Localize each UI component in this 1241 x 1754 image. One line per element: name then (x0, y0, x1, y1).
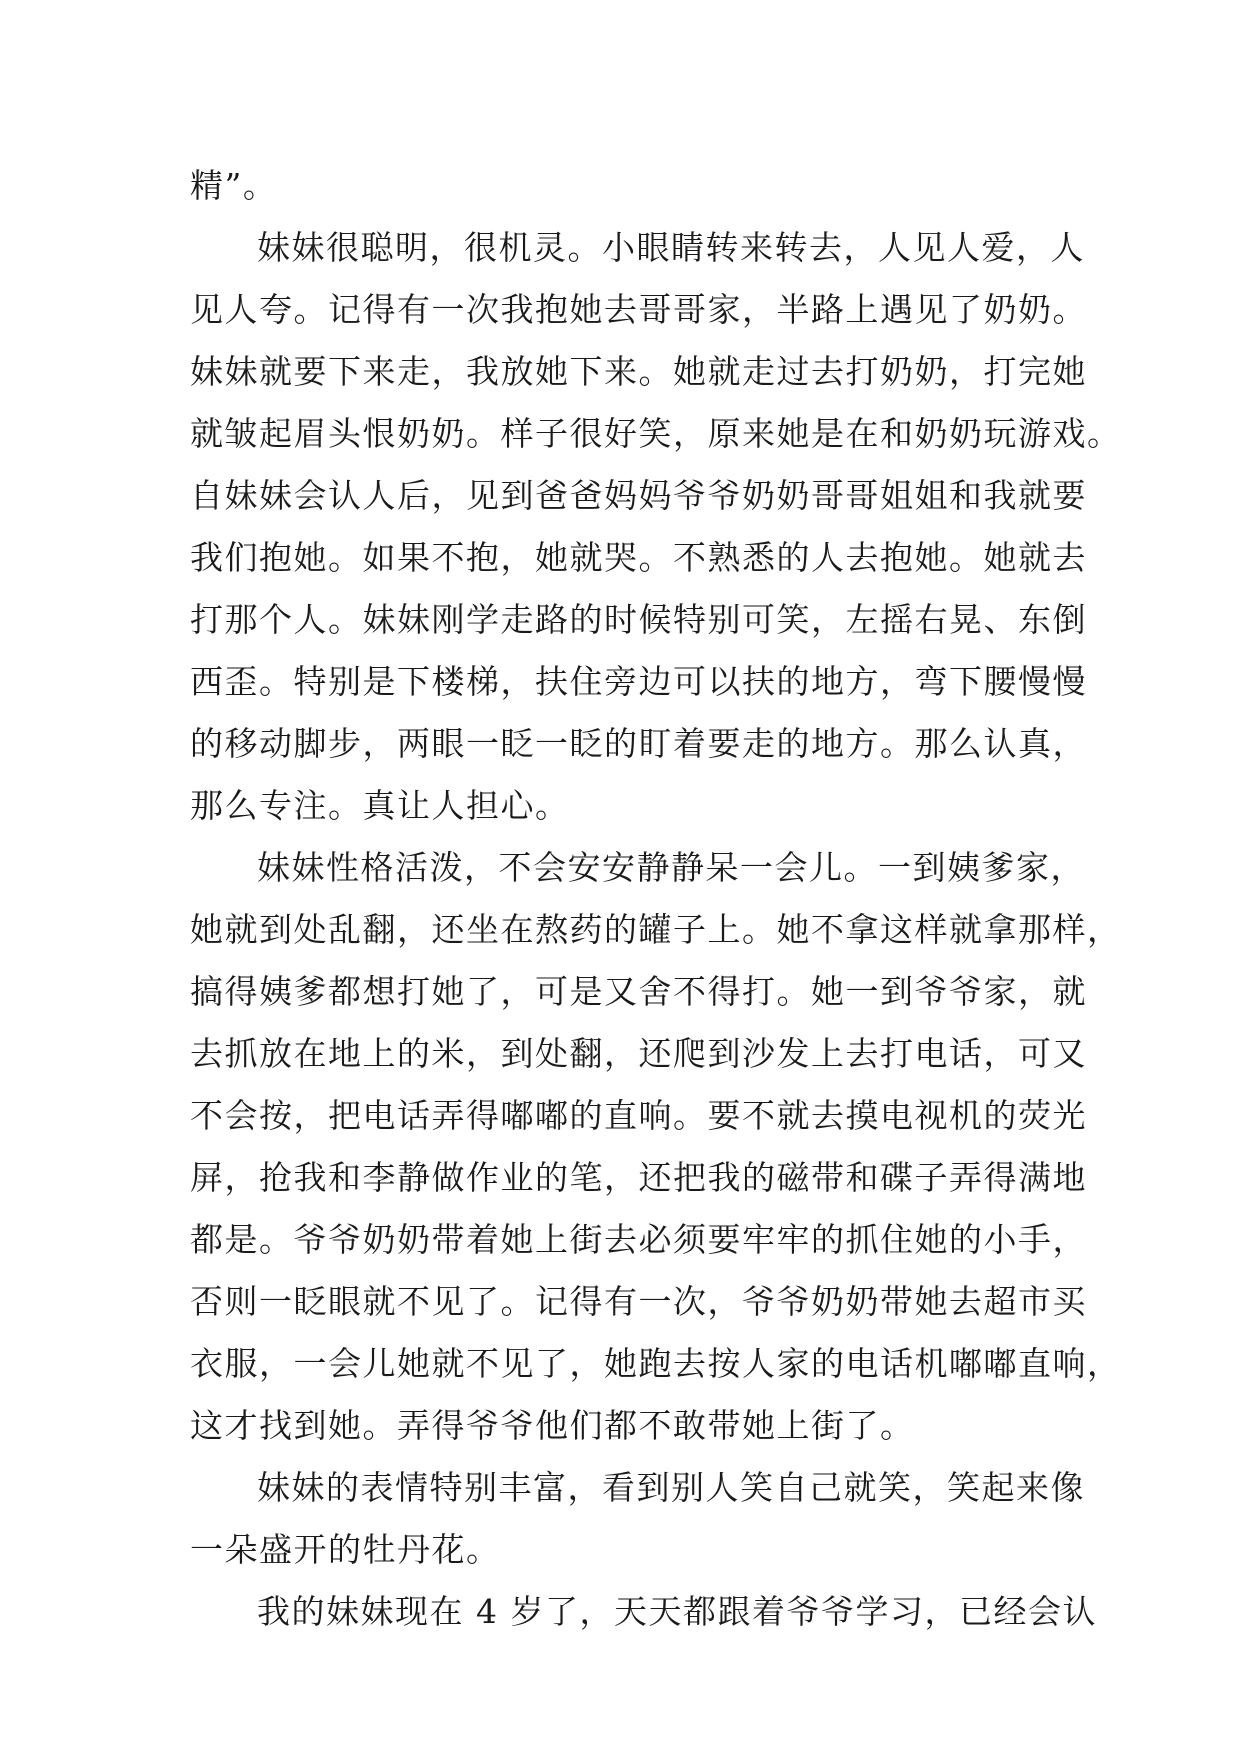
text-line: 不会按，把电话弄得嘟嘟的直响。要不就去摸电视机的荧光 (190, 1096, 1087, 1135)
text-line: 西歪。特别是下楼梯，扶住旁边可以扶的地方，弯下腰慢慢 (190, 662, 1087, 701)
text-line: 一朵盛开的牡丹花。 (190, 1530, 501, 1569)
text-line: 自妹妹会认人后，见到爸爸妈妈爷爷奶奶哥哥姐姐和我就要 (190, 476, 1087, 515)
text-line: 妹妹的表情特别丰富，看到别人笑自己就笑，笑起来像 (257, 1468, 1085, 1507)
text-line: 这才找到她。弄得爷爷他们都不敢带她上街了。 (190, 1406, 915, 1445)
text-line: 否则一眨眼就不见了。记得有一次，爷爷奶奶带她去超市买 (190, 1282, 1087, 1321)
text-line: 见人夸。记得有一次我抱她去哥哥家，半路上遇见了奶奶。 (190, 290, 1087, 329)
text-line: 她就到处乱翻，还坐在熬药的罐子上。她不拿这样就拿那样， (190, 910, 1122, 949)
text-line: 妹妹性格活泼，不会安安静静呆一会儿。一到姨爹家， (257, 848, 1085, 887)
text-line: 就皱起眉头恨奶奶。样子很好笑，原来她是在和奶奶玩游戏。 (190, 414, 1122, 453)
text-line: 我们抱她。如果不抱，她就哭。不熟悉的人去抱她。她就去 (190, 538, 1087, 577)
text-line: 妹妹很聪明，很机灵。小眼睛转来转去，人见人爱，人 (257, 228, 1085, 267)
text-line: 那么专注。真让人担心。 (190, 786, 570, 825)
text-line: 搞得姨爹都想打她了，可是又舍不得打。她一到爷爷家，就 (190, 972, 1087, 1011)
text-line: 打那个人。妹妹刚学走路的时候特别可笑，左摇右晃、东倒 (190, 600, 1087, 639)
body-text (190, 155, 1122, 1643)
text-line: 我的妹妹现在 4 岁了，天天都跟着爷爷学习，已经会认 (257, 1592, 1097, 1631)
text-line: 都是。爷爷奶奶带着她上街去必须要牢牢的抓住她的小手， (190, 1220, 1087, 1259)
text-line: 屏，抢我和李静做作业的笔，还把我的磁带和碟子弄得满地 (190, 1158, 1087, 1197)
text-line: 精”。 (190, 166, 278, 205)
text-line: 的移动脚步，两眼一眨一眨的盯着要走的地方。那么认真， (190, 724, 1087, 763)
text-line: 妹妹就要下来走，我放她下来。她就走过去打奶奶，打完她 (190, 352, 1087, 391)
text-line: 衣服，一会儿她就不见了，她跑去按人家的电话机嘟嘟直响， (190, 1344, 1122, 1383)
text-line: 去抓放在地上的米，到处翻，还爬到沙发上去打电话，可又 (190, 1034, 1087, 1073)
